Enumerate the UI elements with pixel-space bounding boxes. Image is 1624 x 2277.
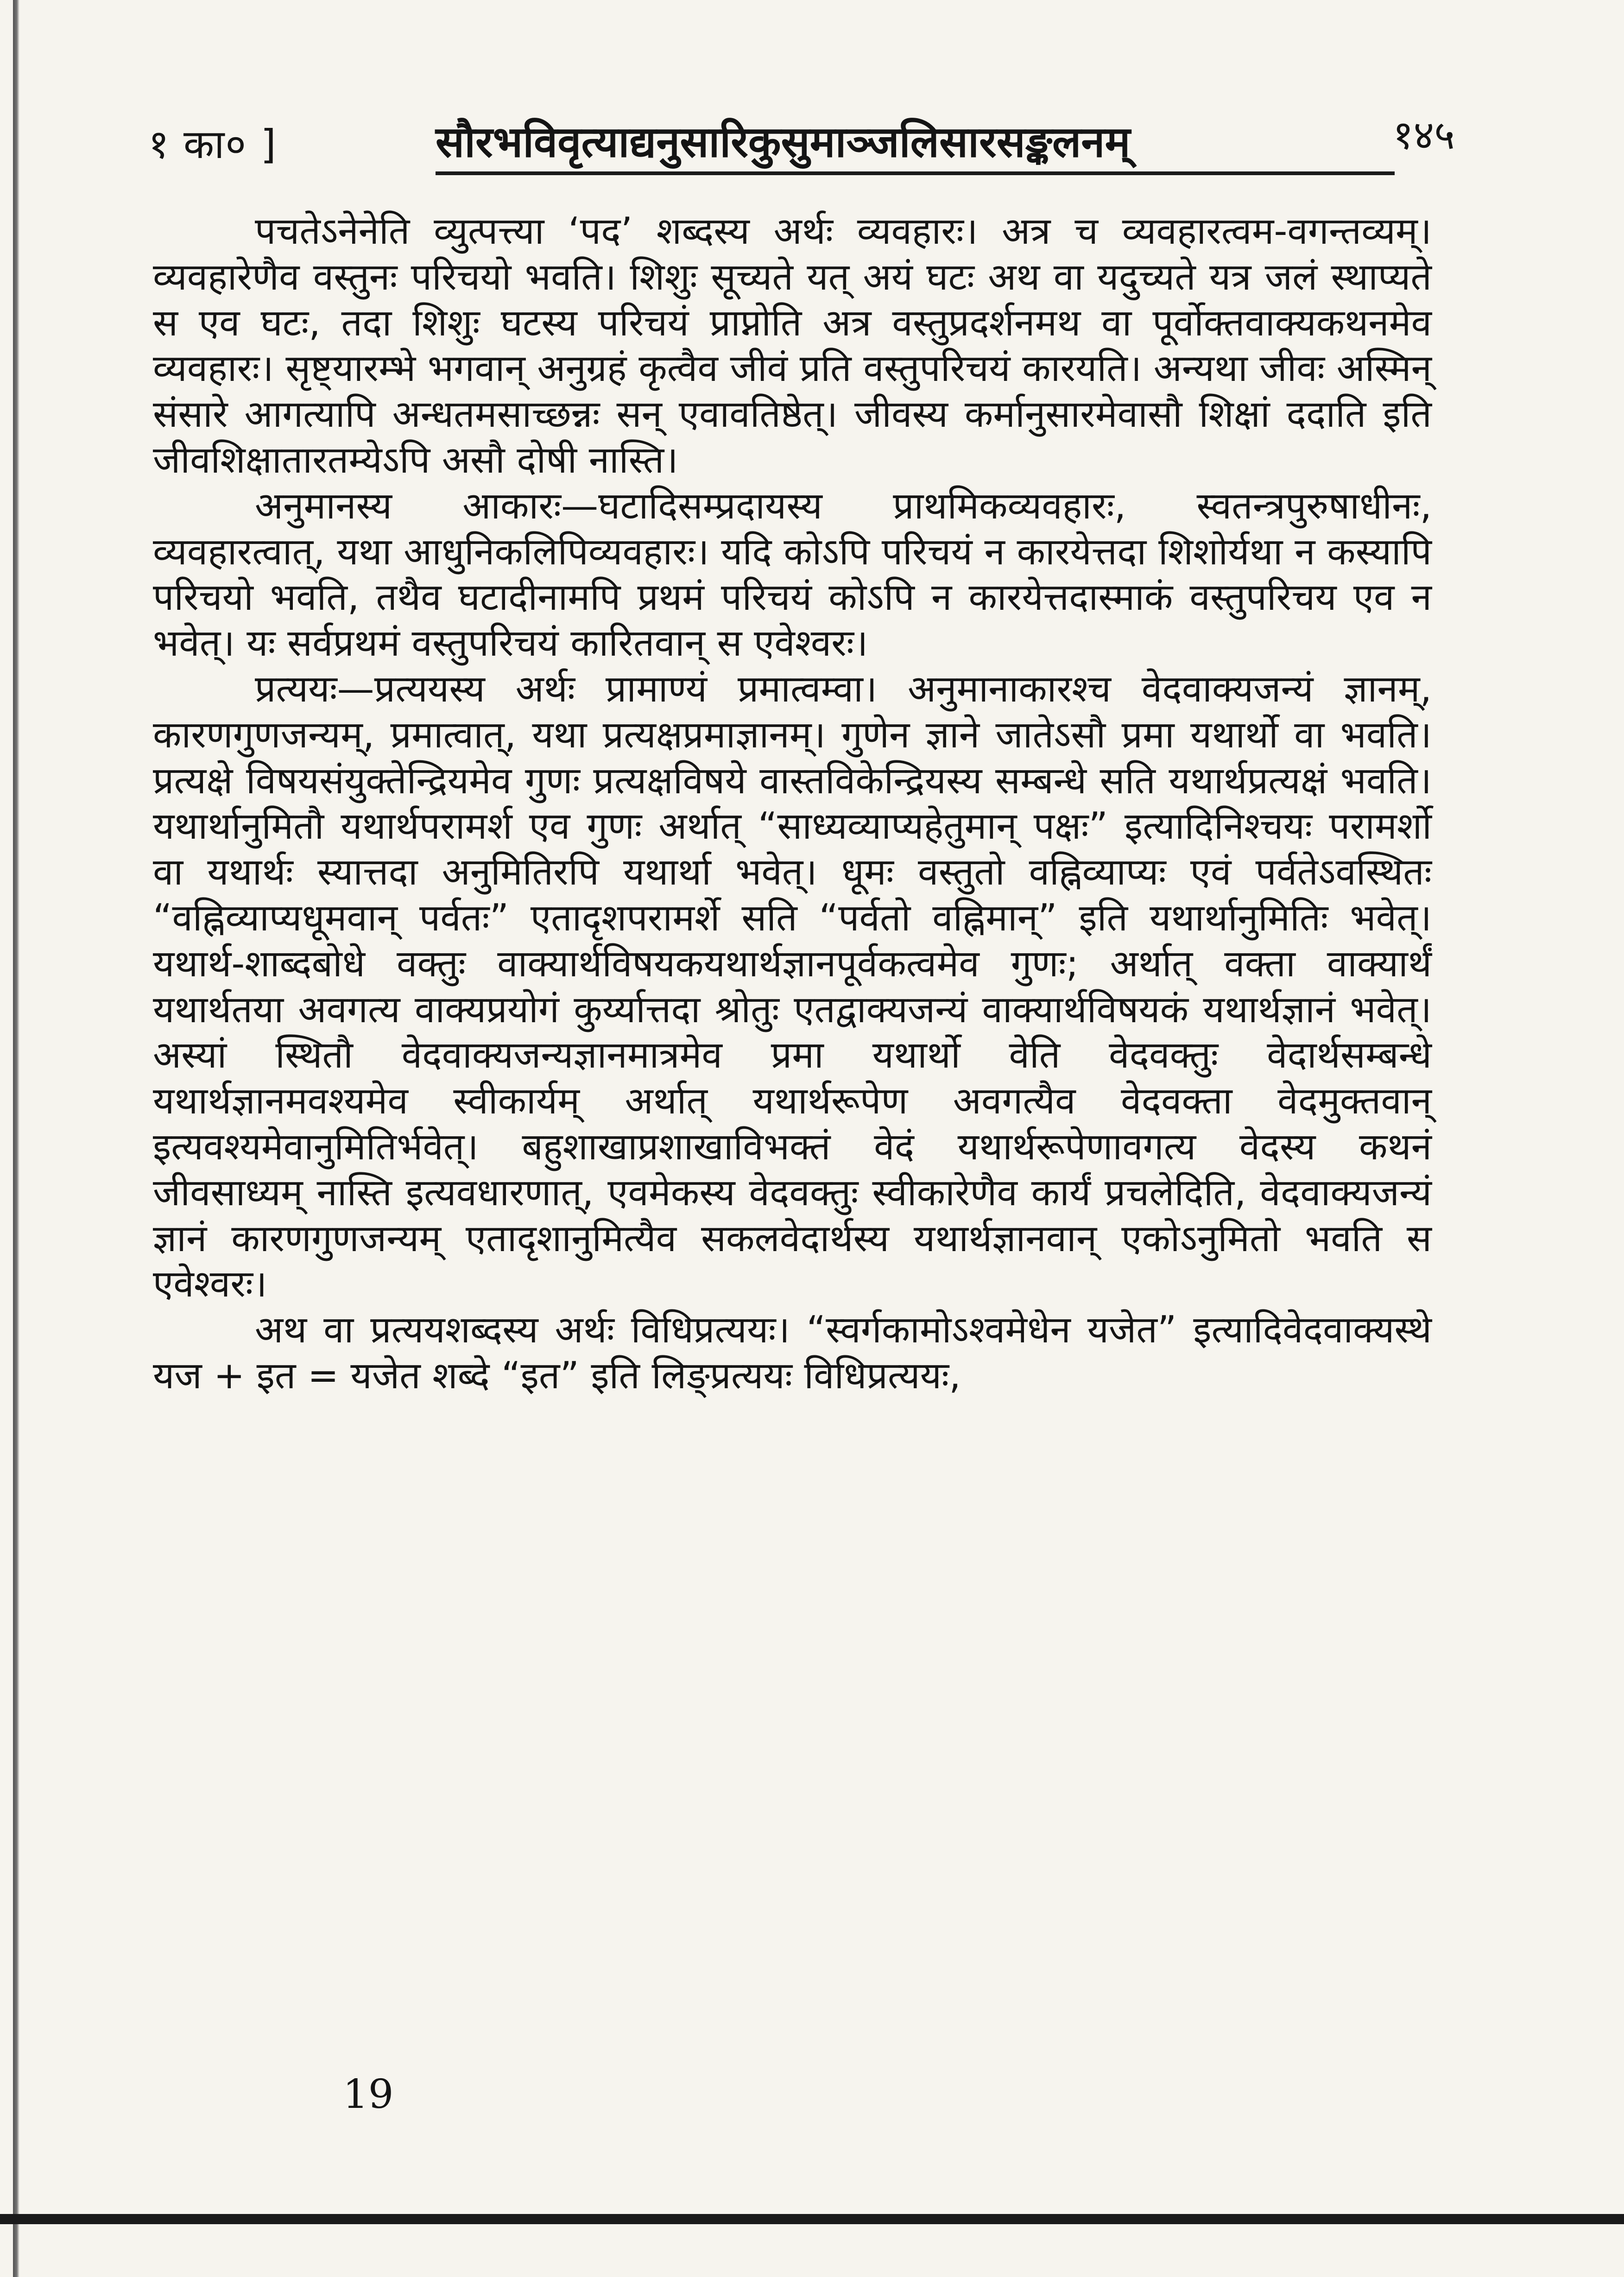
running-header — [148, 102, 1455, 171]
signature-folio: 19 — [343, 2071, 394, 2118]
paragraph-pada: पचतेऽनेनेति व्युत्पत्त्या ‘पद’ शब्दस्य अर्थः व्यवहारः। अत्र च व्यवहारत्वम-वगन्तव्यम्। व्यवहारेणैव वस्तुनः परिचयो भवति। शिशुः सूच्यते यत् अयं घटः अथ वा यदुच्यते यत्र जलं स्थाप्यते स एव घटः, तदा शिशुः घटस्य परिचयं प्राप्नोति अत्र वस्तुप्रदर्शनमथ वा पूर्वोक्तवाक्यकथनमेव व्यवहारः। सृष्ट्यारम्भे भगवान् अनुग्रहं कृत्वैव जीवं प्रति वस्तुपरिचयं कारयति। अन्यथा जीवः अस्मिन् संसारे आगत्यापि अन्धतमसाच्छन्नः सन् एवावतिष्ठेत्। जीवस्य कर्मानुसारमेवासौ शिक्षां ददाति इति जीवशिक्षातारतम्येऽपि असौ दोषी नास्ति। — [153, 209, 1432, 481]
paragraph-anumana: अनुमानस्य आकारः—घटादिसम्प्रदायस्य प्राथमिकव्यवहारः, स्वतन्त्रपुरुषाधीनः, व्यवहारत्वात्, यथा आधुनिकलिपिव्यवहारः। यदि कोऽपि परिचयं न कारयेत्तदा शिशोर्यथा न कस्यापि परिचयो भवति, तथैव घटादीनामपि प्रथमं परिचयं कोऽपि न कारयेत्तदास्माकं वस्तुपरिचय एव न भवेत्। यः सर्वप्रथमं वस्तुपरिचयं कारितवान् स एवेश्वरः। — [153, 484, 1432, 665]
title-underline — [436, 171, 1395, 175]
binding-edge-rule — [13, 0, 19, 2277]
paragraph-pratyaya: प्रत्ययः—प्रत्ययस्य अर्थः प्रामाण्यं प्रमात्वम्वा। अनुमानाकारश्च वेदवाक्यजन्यं ज्ञानम्, कारणगुणजन्यम्, प्रमात्वात्, यथा प्रत्यक्षप्रमाज्ञानम्। गुणेन ज्ञाने जातेऽसौ प्रमा यथार्थो वा भवति। प्रत्यक्षे विषयसंयुक्तेन्द्रियमेव गुणः प्रत्यक्षविषये वास्तविकेन्द्रियस्य सम्बन्धे सति यथार्थप्रत्यक्षं भवति। यथार्थानुमितौ यथार्थपरामर्श एव गुणः अर्थात् “साध्यव्याप्यहेतुमान् पक्षः” इत्यादिनिश्चयः परामर्शो वा यथार्थः स्यात्तदा अनुमितिरपि यथार्था भवेत्। धूमः वस्तुतो वह्निव्याप्यः एवं पर्वतेऽवस्थितः “वह्निव्याप्यधूमवान् पर्वतः” एतादृशपरामर्शे सति “पर्वतो वह्निमान्” इति यथार्थानुमितिः भवेत्। यथार्थ-शाब्दबोधे वक्तुः वाक्यार्थविषयकयथार्थज्ञानपूर्वकत्वमेव गुणः; अर्थात् वक्ता वाक्यार्थं यथार्थतया अवगत्य वाक्यप्रयोगं कुर्य्यात्तदा श्रोतुः एतद्वाक्यजन्यं वाक्यार्थविषयकं यथार्थज्ञानं भवेत्। अस्यां स्थितौ वेदवाक्यजन्यज्ञानमात्रमेव प्रमा यथार्थो वेति वेदवक्तुः वेदार्थसम्बन्धे यथार्थज्ञानमवश्यमेव स्वीकार्यम् अर्थात् यथार्थरूपेण अवगत्यैव वेदवक्ता वेदमुक्तवान् इत्यवश्यमेवानुमितिर्भवेत्। बहुशाखाप्रशाखाविभक्तं वेदं यथार्थरूपेणावगत्य वेदस्य कथनं जीवसाध्यम् नास्ति इत्यवधारणात्, एवमेकस्य वेदवक्तुः स्वीकारेणैव कार्यं प्रचलेदिति, वेदवाक्यजन्यं ज्ञानं कारणगुणजन्यम् एतादृशानुमित्यैव सकलवेदार्थस्य यथार्थज्ञानवान् एकोऽनुमितो भवति स एवेश्वरः। — [153, 667, 1432, 1306]
paragraph-vidhipratyaya: अथ वा प्रत्ययशब्दस्य अर्थः विधिप्रत्ययः। “स्वर्गकामोऽश्वमेधेन यजेत” इत्यादिवेदवाक्यस्थे यज + इत = यजेत शब्दे “इत” इति लिङ्प्रत्ययः विधिप्रत्ययः, — [153, 1308, 1432, 1397]
running-title: सौरभविवृत्याद्यनुसारिकुसुमाञ्जलिसारसङ्कलनम् — [436, 117, 1131, 167]
section-marker: १ का० ] — [148, 121, 277, 168]
bottom-edge-rule — [0, 2214, 1624, 2224]
body-text — [153, 209, 1432, 1399]
page-number: १४५ — [1392, 112, 1455, 158]
